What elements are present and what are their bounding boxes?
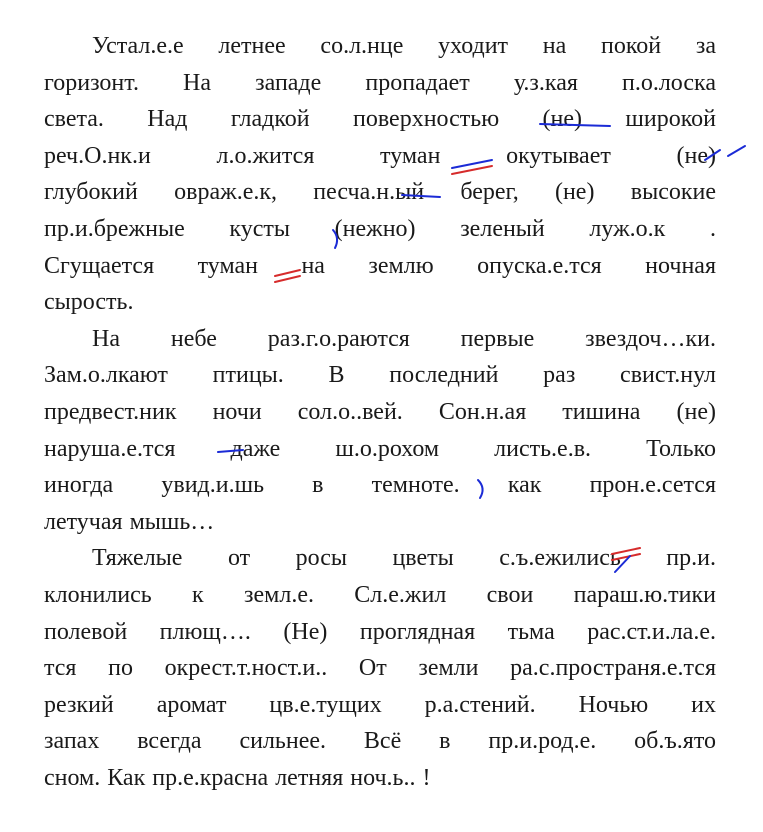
text-line: света. Над гладкой поверхностью (не) широкой [44, 106, 716, 133]
text-line: сном. Как пр.е.красна летняя ноч.ь.. ! [44, 764, 431, 791]
text-line: пр.и.брежные кусты (нежно) зеленый луж.о.к . [44, 215, 716, 242]
text-line: иногда увид.и.шь в темноте. как прон.е.сется [44, 472, 716, 499]
text-line: Сгущается туман на землю опуска.е.тся ночная [44, 252, 716, 279]
paragraph [44, 540, 716, 796]
text-line: горизонт. На западе пропадает у.з.кая п.о.лоска [44, 69, 716, 96]
text-line: резкий аромат цв.е.тущих р.а.стений. Ночью их [44, 691, 716, 718]
text-line: реч.О.нк.и л.о.жится туман окутывает (не) [44, 142, 716, 169]
text-line: сырость. [44, 289, 134, 316]
text-line: предвест.ник ночи сол.о..вей. Сон.н.ая тишина (не) [44, 398, 716, 425]
text-line: Устал.е.е летнее со.л.нце уходит на покой за [92, 33, 716, 59]
text-line: клонились к земл.е. Сл.е.жил свои параш.ю.тики [44, 581, 716, 608]
worksheet-page [44, 28, 716, 796]
text-line: Тяжелые от росы цветы с.ъ.ежились пр.и. [92, 545, 716, 572]
text-line: тся по окрест.т.ност.и.. От земли ра.с.пространя.е.тся [44, 655, 716, 682]
text-line: запах всегда сильнее. Всё в пр.и.род.е. об.ъ.ято [44, 728, 716, 755]
tick-mark [728, 146, 745, 156]
text-line: наруша.е.тся даже ш.о.рохом листь.е.в. Только [44, 435, 716, 462]
text-line: глубокий овраж.е.к, песча.н.ый берег, (не) высокие [44, 179, 716, 206]
paragraph [44, 28, 716, 321]
text-line: полевой плющ…. (Не) проглядная тьма рас.ст.и.ла.е. [44, 618, 716, 645]
paragraph [44, 321, 716, 541]
text-line: На небе раз.г.о.раются первые звездоч…ки. [92, 325, 716, 352]
text-line: летучая мышь… [44, 508, 215, 535]
text-line: Зам.о.лкают птицы. В последний раз свист.нул [44, 362, 716, 389]
